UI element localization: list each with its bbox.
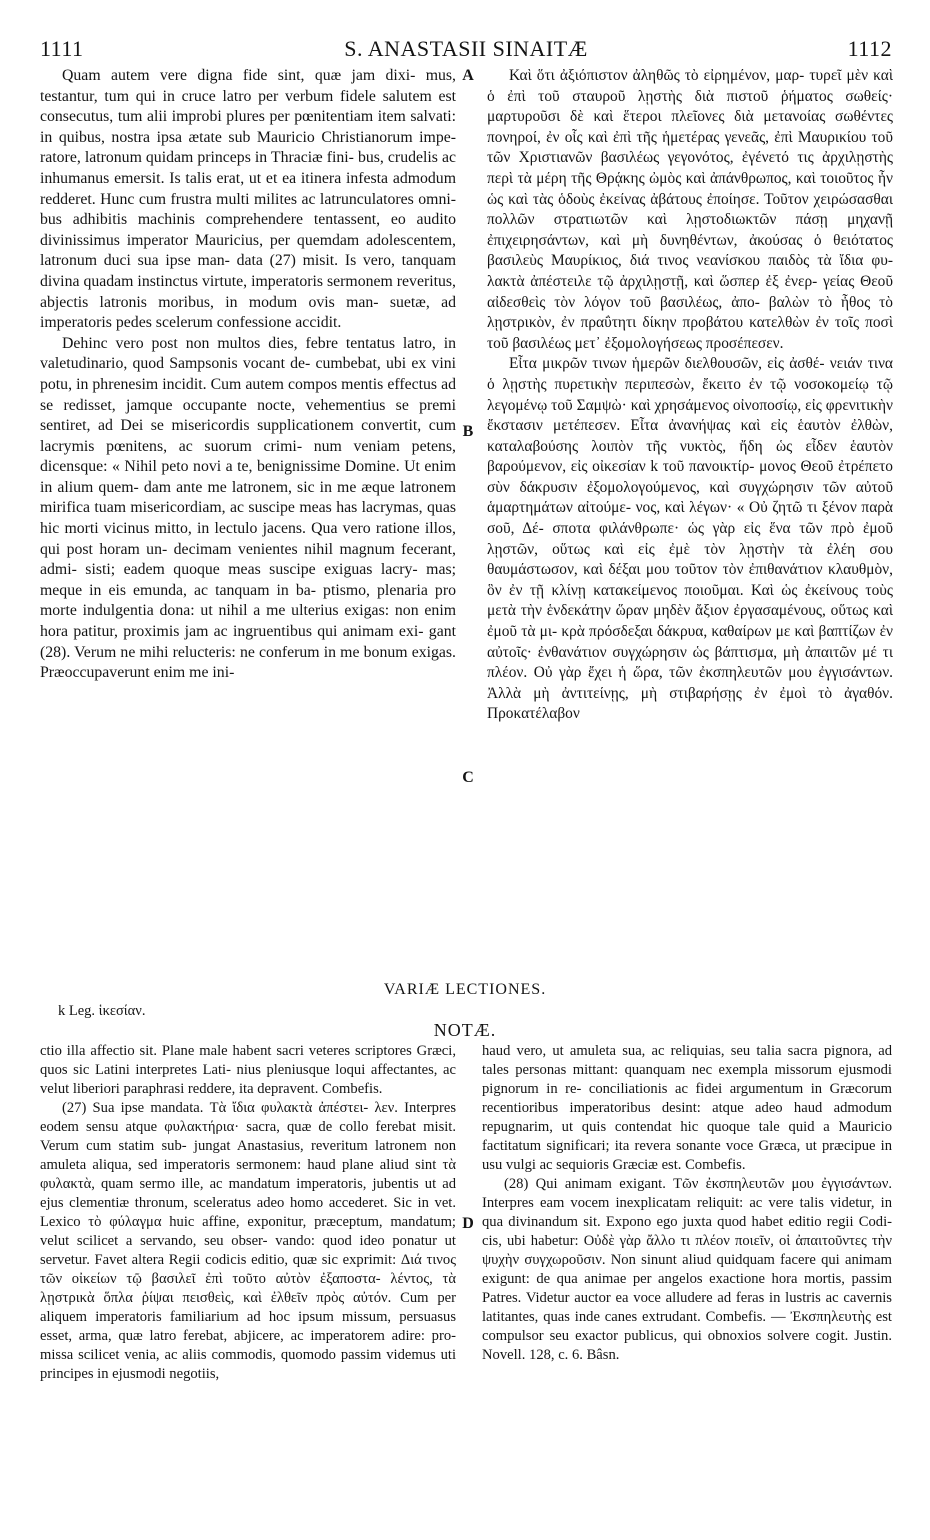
- note-27-continuation: haud vero, ut amuleta sua, ac reliquias, seu talia sacra pignora, ad tales personas mittant: quanquam nec exempla missorum ejusmodi pignorum in re- conciliationis ac fidei argumentum in Græcorum recentioribus imperatoribus desint: atque adeo haud admodum repugnarim, ut quis contendat hic quoque tale quid a Mauricio factitatum significari; ita revera sonante voce Græca, ut præcipue in usu vulgi ac sequioris Græciæ est. Combefis.: [482, 1043, 892, 1173]
- variae-lectiones-heading: VARIÆ LECTIONES.: [383, 981, 547, 998]
- note-27: (27) Sua ipse mandata. Τὰ ἴδια φυλακτὰ ἀπέστει- λεν. Interpres eodem sensu atque φυλακτήρια· sacra, quæ de collo ferebat misit. Verum cum statim sub- jungat Anastasius, reveritum latronem non amuleta aliqua, sed imperatoris sermonem: haud plane aliud sint τὰ φυλακτὰ, quam sermo ille, ac mandatum imperatoris, jubentis ut ad ejus clementiæ thronum, sceleratus adeo homo accederet. Sic in vet. Lexico τὸ φύλαγμα huic affine, exponitur, præceptum, mandatum; velut scilicet a servando, seu obser- vando: quod ideo ponatur ut servetur. Favet altera Regii codicis editio, quæ sic exprimit: Διά τινος τῶν οἰκείων τῷ βασιλεῖ ἐπὶ τοῦτο αὐτὸν ἐξαποστα- λέντος, τὰ λῃστρικὰ ὅπλα ῥίψαι πεισθεὶς, καὶ ἐλθεῖν πρὸς αὐτόν. Cum per aliquem imperatoris familiarium ad hoc ipsum missum, persuasus esset, arma, quæ latro ferebat, abjicere, ac imperatorem adire: pro- missa scilicet venia, ac aliis commodis, quomodo passim videmus uti principes in ejusmodi negotiis,: [40, 1100, 456, 1382]
- greek-column: [487, 66, 893, 725]
- note-28: (28) Qui animam exigant. Τῶν ἐκσπηλευτῶν μου ἐγγισάντων. Interpres eam vocem inexplicatam reliquit: ac vere talis videtur, in qua divinandum sit. Expono ego juxta quod habet editio regii Codi- cis, ubi habetur: Οὐδὲ γὰρ ἄλλο τι πλέον ποιεῖν, οἱ ἀπαιτοῦντες τὴν ψυχὴν συγχωροῦσιν. Non sinunt aliud quidquam facere qui animam exigunt: de qua animae per angelos exactione hora mortis, passim Patres. Videtur auctor ea voce alludere ad feras in lustris ac cavernis latitantes, quas inde canes extrudant. Combefis. — Ἐκσπηλευτὴς est compulsor seu exactor publicus, qui obnoxios solvere cogit. Justin. Novell. 128, c. 6. Bâsn.: [482, 1176, 892, 1363]
- page-number-left: 1111: [40, 36, 84, 61]
- section-marker-c: C: [462, 769, 474, 786]
- notes-right-column: [482, 1042, 892, 1365]
- latin-column: [40, 66, 456, 684]
- greek-paragraph-1: Καὶ ὅτι ἀξιόπιστον ἀληθῶς τὸ εἰρημένον, μαρ- τυρεῖ μὲν καὶ ὁ ἐπὶ τοῦ σταυροῦ λῃστὴς διὰ πιστοῦ ῥήματος σωθείς· μαρτυροῦσι δὲ καὶ ἕτεροι πλεῖονες διὰ μετανοίας σωθέντες πονηροί, ἐν οἷς καὶ ἐπὶ τῆς ἡμετέρας γενεᾶς, ἐπὶ Μαυρικίου τοῦ τῶν Χριστιανῶν βασιλέως γεγονότος, ἐγένετό τις ἀρχιλῃστὴς περὶ τὰ μέρη τῆς Θρᾴκης ὠμὸς καὶ ἀπάνθρωπος, καὶ τοιοῦτος ἦν ὡς καὶ τὰς ὁδοὺς ἐκείνας ἀβάτους ἐποίησε. Τοῦτον χειρώσασθαι πολλῶν στρατιωτῶν καὶ λῃστοδιωκτῶν πάσῃ μηχανῇ ἐπιχειρησάντων, καὶ μὴ δυνηθέντων, ἀκούσας ὁ θειότατος βασιλεὺς Μαυρίκιος, διά τινος νεανίσκου παιδὸς τὰ ἴδια φυ- λακτὰ ἀπέστειλε τῷ ἀρχιλῃστῇ, καὶ ὥσπερ ἐξ ἐνερ- γείας Θεοῦ αἰδεσθεὶς τὸν λόγον τοῦ βασιλέως, ἀπο- βαλὼν τὸ ἦθος τὸ λῃστρικὸν, ἐν πραΰτητι δίκην προβάτου κατελθὼν ἐν τοῖς ποσὶ τοῦ βασιλέως μετ᾽ ἐξομολογήσεως προσέπεσεν.: [487, 67, 893, 352]
- latin-paragraph-1: Quam autem vere digna fide sint, quæ jam dixi- mus, testantur, tum qui in cruce latro per verbum fidele salutem est consecutus, tum alii improbi plures per pœnitentiam item salvati: in quibus, nostra ipsa ætate sub Mauricio Christianorum impe- ratore, latronum quidam princeps in Thraciæ fini- bus, crudelis ac inhumanus emersit. Is talis erat, ut et ea itinera infesta admodum redderet. Hunc cum frustra multi milites ac latrunculatores omni- bus adhibitis machinis comprehendere tentassent, eo audito divinissimus imperator Mauricius, per quemdam adolescentem, latronum duci sua ipse man- data (27) misit. Is vero, tanquam divina quadam instinctus virtute, imperatoris sermonem reveritus, abjectis latronis moribus, in modum ovis man- suetæ, ad imperatoris pedes scelerum confessione accidit.: [40, 67, 456, 332]
- page-header: [40, 34, 892, 64]
- notes-left-column: [40, 1042, 456, 1384]
- greek-paragraph-2: Εἶτα μικρῶν τινων ἡμερῶν διελθουσῶν, εἰς ἀσθέ- νειάν τινα ὁ λῃστὴς πυρετικὴν περιπεσὼν, ἔκειτο ἐν τῷ νοσοκομείῳ τῷ λεγομένῳ τοῦ Σαμψὼ· καὶ χρησάμενος οἰνοποσίῳ, εἰς φρενιτικὴν ἔκστασιν μετέπεσεν. Εἶτα ἀνανήψας καὶ εἰς ἑαυτὸν ἐλθὼν, καταλαβούσης λοιπὸν τῆς νυκτὸς, ἤδη ὡς εἶδεν ἑαυτὸν βαρούμενον, εἰς οἰκεσίαν k τοῦ πανοικτίρ- μονος Θεοῦ ἐτρέπετο σὺν δάκρυσιν ἐξομολογούμενος, καὶ συγχώρησιν τῶν αὐτοῦ ἁμαρτημάτων αἰτούμε- νος, καὶ λέγων· « Οὐ ζητῶ τι ξένον παρὰ σοῦ, Δέ- σποτα φιλάνθρωπε· ὡς γὰρ εἰς ἕνα τῶν πρὸ ἐμοῦ λῃστῶν, οὕτως καὶ εἰς ἐμὲ τὸν λῃστὴν τὰ ἐλέη σου θαυμάστωσον, καὶ δέξαι μου τοῦτον τὸν ἐπιθανάτιον κλαυθμὸν, ὃν ἐν τῇ κλίνῃ κατακείμενος ποιοῦμαι. Καὶ ὡς ἐκείνους τοὺς μετὰ τὴν ἑνδεκάτην ὥραν μηδὲν ἄξιον ἐργασαμένους, οὕτως καὶ ἐμοῦ τὰ μι- κρὰ πρόσδεξαι δάκρυα, καθαίρων με καὶ βαπτίζων ἐν αὐτοῖς· ἐνθανάτιον συγχώρησιν ὡς βάπτισμα, μὴ ἀπαιτῶν μέ τι πλέον. Οὐ γὰρ ἔχει ἡ ὥρα, τῶν ἐκσπηλευτῶν μου ἐγγισάντων. Ἀλλὰ μὴ ἀντιτείνῃς, μὴ στιβαρήσῃς ἐν ἐμοὶ τὸ ἀγαθόν. Προκατέλαβον: [487, 355, 893, 723]
- section-marker-d: D: [462, 1215, 474, 1232]
- variae-lectiones-entry: k Leg. ἱκεσίαν.: [58, 1003, 146, 1019]
- latin-paragraph-2: Dehinc vero post non multos dies, febre tentatus latro, in valetudinario, quod Sampsonis vocant de- cumbebat, ubi ex vini potu, in phrenesim incidit. Cum autem compos mentis effectus ad se redisset, jamque occupante nocte, vehementius se premi sentiret, ad Dei se misericordis supplicationem convertit, cum lacrymis pœnitens, ac suorum crimi- num veniam petens, dicensque: « Nihil peto novi a te, benignissime Domine. Ut enim in alium quem- dam ante me latronem, sic in me æque latronem mirifica tuam misericordiam, ac suscipe meas has lacrymas, quas hic morti vicinus mitto, in lectulo jacens. Qua vero ratione illos, qui post horam un- decimam venientes nihil magnum fecerant, admi- sisti; eadem quoque meas suscipe exiguas lacry- mas; meque in eis emunda, ac tanquam in ba- ptismo, plenaria pro morte indulgentia dona: ut nihil a me ulterius exigas: non enim hora patitur, proximis jam ac ingruentibus qui animam exi- gant (28). Verum ne mihi relucteris: ne conferum in me bonum exigas. Præoccupaverunt enim me ini-: [40, 334, 456, 682]
- page-number-right: 1112: [847, 36, 892, 61]
- section-marker-a: A: [462, 67, 474, 84]
- running-title: S. ANASTASII SINAITÆ: [344, 36, 588, 61]
- section-marker-b: B: [462, 423, 474, 440]
- notae-heading: NOTÆ.: [433, 1020, 497, 1040]
- note-continuation: ctio illa affectio sit. Plane male habent sacri veteres scriptores Græci, quos sic Latini interpretes Lati- nius pleniusque loqui affectantes, ac velut liberiori paraphrasi reddere, ita depravent. Combefis.: [40, 1043, 456, 1097]
